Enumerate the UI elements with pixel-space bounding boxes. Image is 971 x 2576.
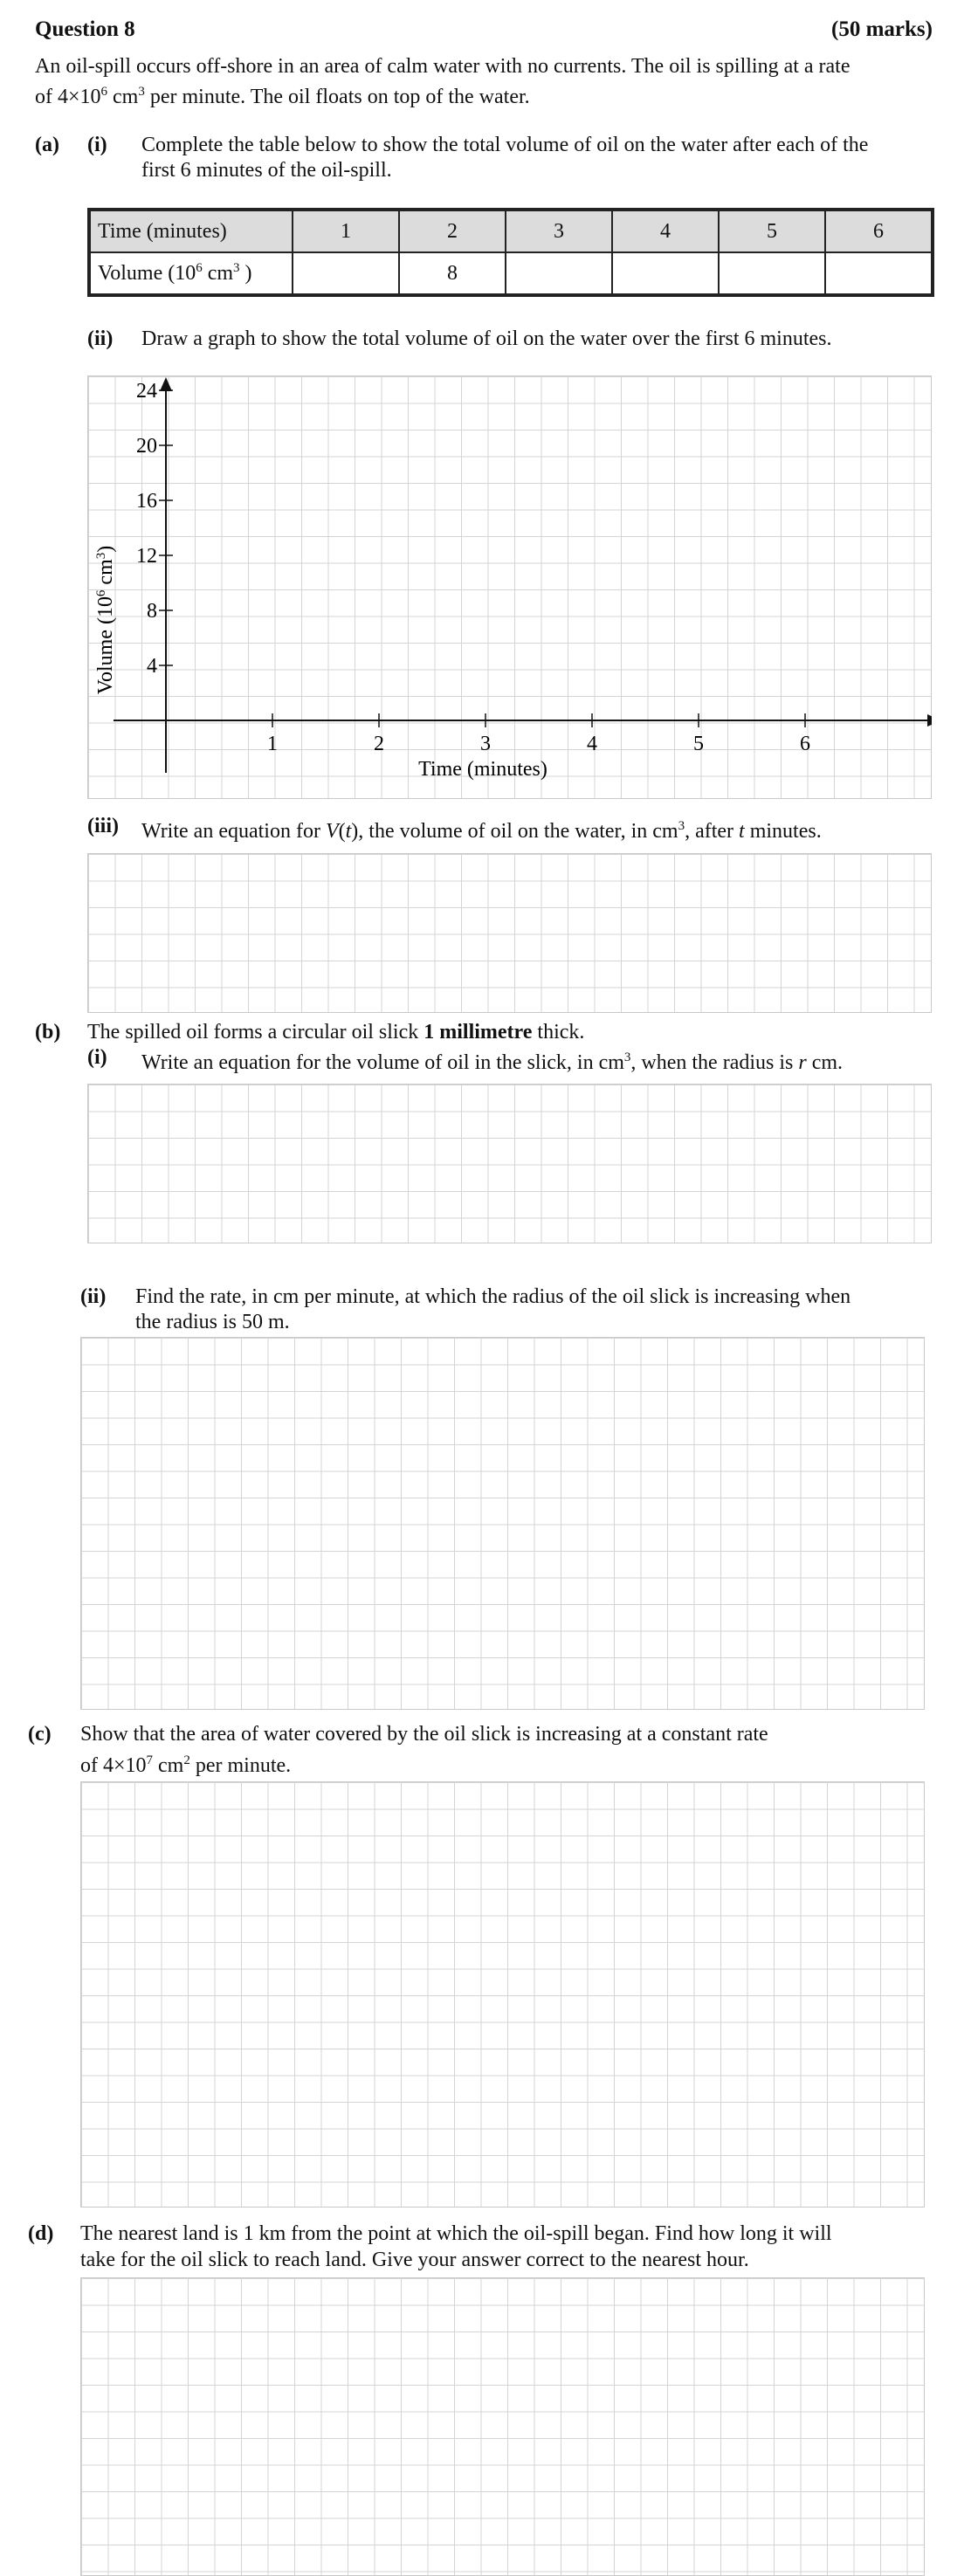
- x-tick-label: 5: [693, 733, 704, 755]
- y-tick-label: 8: [147, 600, 157, 623]
- part-a-iii-label: (iii): [87, 815, 119, 837]
- part-b-i-text: Write an equation for the volume of oil in the slick, in $cm^3$, when the radius is r cm.: [141, 1050, 844, 1074]
- volume-header-cell: Volume ($10^6$ $cm^3$ ): [90, 252, 293, 294]
- y-tick-label: 16: [136, 490, 157, 513]
- x-tick-label: 3: [480, 733, 491, 755]
- part-c-line-1: Show that the area of water covered by the oil slick is increasing at a constant rate: [80, 1723, 768, 1746]
- time-cell: 6: [825, 210, 932, 252]
- volume-table: [89, 210, 933, 295]
- time-row: [90, 210, 932, 252]
- part-a-iii-text: Write an equation for V(t), the volume of oil on the water, in $cm^3$, after t minutes.: [141, 819, 822, 843]
- volume-cell[interactable]: [293, 252, 399, 294]
- answer-grid-a-iii[interactable]: [87, 853, 932, 1013]
- question-title: Question 8: [35, 17, 135, 41]
- part-b-intro: The spilled oil forms a circular oil slick 1 millimetre thick.: [87, 1021, 585, 1043]
- y-tick-label: 12: [136, 545, 157, 568]
- intro-line-2: of $4\times 10^6$ $cm^3$ per minute. The oil floats on top of the water.: [35, 85, 530, 108]
- y-ticks: [136, 380, 173, 678]
- part-a-ii-text: Draw a graph to show the total volume of oil on the water over the first 6 minutes.: [141, 327, 832, 350]
- volume-cell[interactable]: [825, 252, 932, 294]
- part-a-ii-label: (ii): [87, 327, 114, 350]
- volume-graph: [87, 375, 932, 799]
- x-axis-arrow: [927, 714, 932, 727]
- answer-grid-c[interactable]: [80, 1781, 925, 2208]
- y-axis-label: Volume ($10^6$ $cm^3$): [94, 545, 117, 695]
- part-d-line-2: take for the oil slick to reach land. Give your answer correct to the nearest hour.: [80, 2249, 749, 2271]
- time-cell: 3: [506, 210, 612, 252]
- part-b-i-label: (i): [87, 1046, 107, 1069]
- y-axis-arrow: [160, 377, 172, 391]
- x-tick-label: 2: [374, 733, 384, 755]
- part-c-line-2: of $4\times 10^7$ $cm^2$ per minute.: [80, 1753, 292, 1777]
- x-tick-label: 4: [587, 733, 597, 755]
- part-d-line-1: The nearest land is 1 km from the point at which the oil-spill began. Find how long it will: [80, 2222, 832, 2245]
- answer-grid-d[interactable]: [80, 2277, 925, 2576]
- volume-row: [90, 252, 932, 294]
- volume-cell[interactable]: [506, 252, 612, 294]
- time-cell: 2: [399, 210, 506, 252]
- x-tick-label: 1: [267, 733, 278, 755]
- intro-line-1: An oil-spill occurs off-shore in an area of calm water with no currents. The oil is spilling at a rate: [35, 55, 850, 78]
- volume-cell[interactable]: [612, 252, 719, 294]
- marks-label: (50 marks): [831, 17, 933, 41]
- part-b-label: (b): [35, 1021, 61, 1043]
- part-a-i-label: (i): [87, 134, 107, 156]
- part-d-label: (d): [28, 2222, 54, 2245]
- x-axis-label: Time (minutes): [418, 758, 547, 781]
- part-b-ii-line-1: Find the rate, in cm per minute, at which the radius of the oil slick is increasing when: [135, 1285, 851, 1308]
- y-tick-label: 4: [147, 655, 157, 678]
- y-tick-label: 20: [136, 435, 157, 458]
- part-a-i-line-2: first 6 minutes of the oil-spill.: [141, 159, 392, 182]
- time-cell: 4: [612, 210, 719, 252]
- time-cell: 5: [719, 210, 825, 252]
- volume-cell[interactable]: [719, 252, 825, 294]
- answer-grid-b-ii[interactable]: [80, 1337, 925, 1710]
- part-c-label: (c): [28, 1723, 52, 1746]
- part-b-ii-line-2: the radius is 50 m.: [135, 1311, 290, 1333]
- part-b-ii-label: (ii): [80, 1285, 107, 1308]
- time-cell: 1: [293, 210, 399, 252]
- time-header-cell: Time (minutes): [90, 210, 293, 252]
- answer-grid-b-i[interactable]: [87, 1084, 932, 1243]
- x-tick-label: 6: [800, 733, 810, 755]
- y-tick-label: 24: [136, 380, 157, 403]
- part-a-label: (a): [35, 134, 59, 156]
- part-a-i-line-1: Complete the table below to show the total volume of oil on the water after each of the: [141, 134, 869, 156]
- volume-cell[interactable]: 8: [399, 252, 506, 294]
